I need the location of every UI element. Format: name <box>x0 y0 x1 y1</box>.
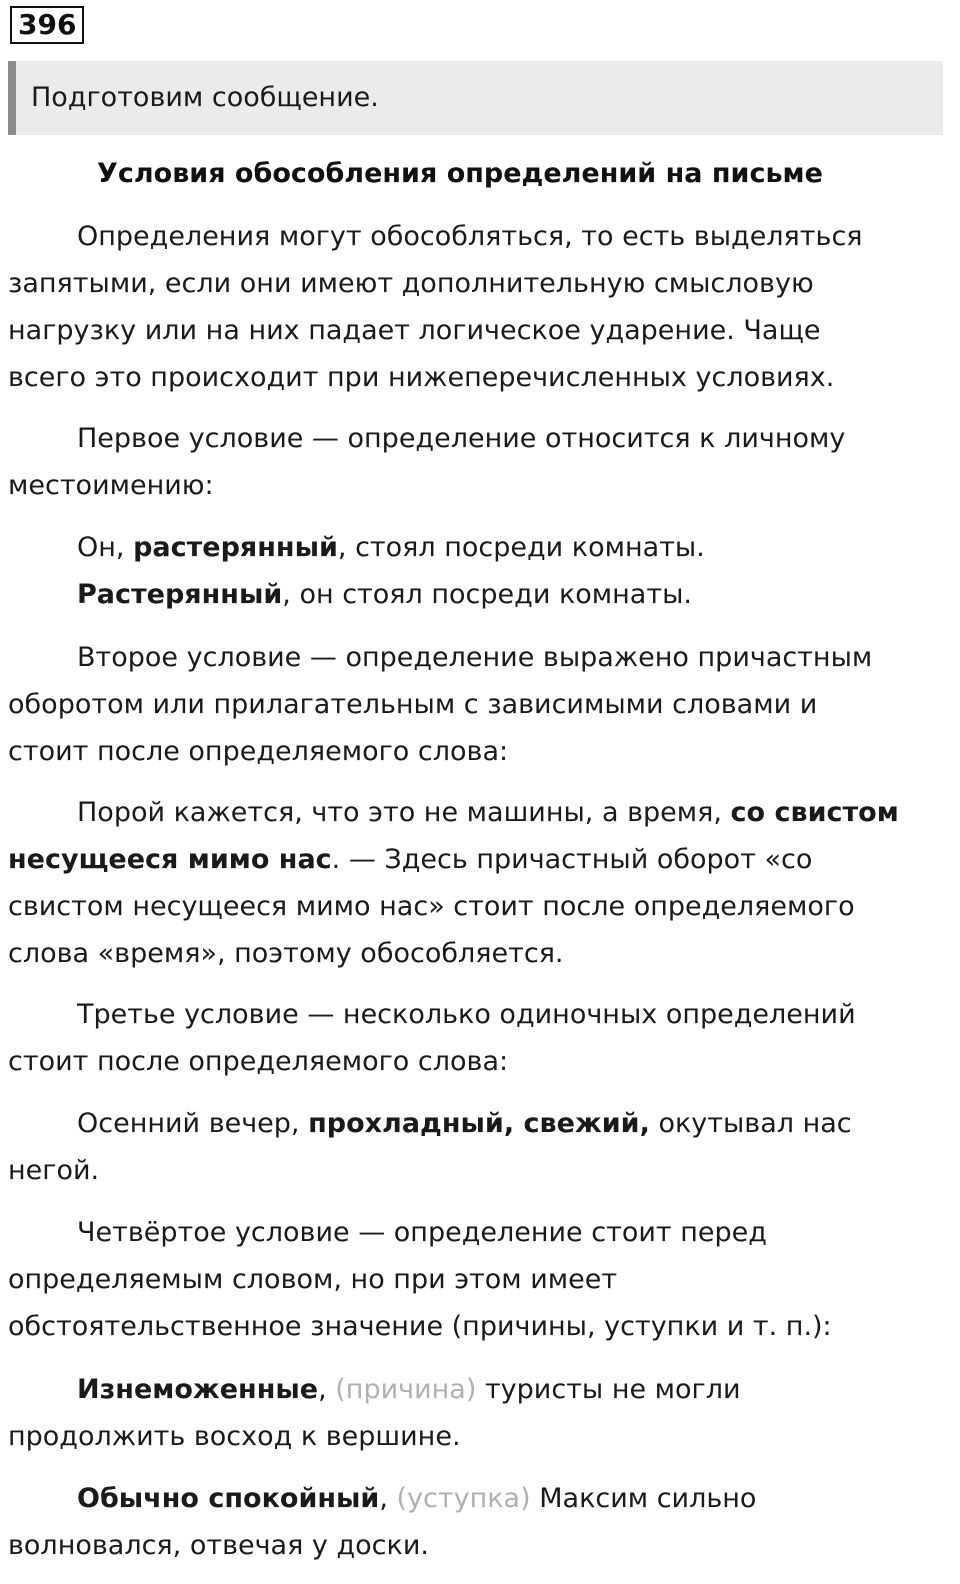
condition-2-line-3: стоит после определяемого слова: <box>8 736 509 767</box>
condition-4-line-2: определяемым словом, но при этом имеет <box>8 1264 618 1295</box>
intro-line-3: нагрузку или на них падает логическое ударение. Чаще <box>8 315 821 346</box>
condition-2-paragraph <box>8 634 943 775</box>
condition-3-paragraph <box>8 991 943 1085</box>
section-heading: Условия обособления определений на письме <box>97 158 823 189</box>
example-4b-post: Максим сильно <box>530 1483 757 1514</box>
example-1a-post: , стоял посреди комнаты. <box>337 532 705 563</box>
example-4b-comma: , <box>379 1483 397 1514</box>
example-4a-note: (причина) <box>335 1374 477 1405</box>
example-4b-line-2: волновался, отвечая у доски. <box>8 1530 429 1561</box>
example-4b-paragraph <box>8 1475 943 1569</box>
condition-4-line-1: Четвёртое условие — определение стоит перед <box>77 1217 767 1248</box>
example-2-line-1-bold: со свистом <box>730 797 899 828</box>
example-4a-post: туристы не могли <box>476 1374 741 1405</box>
condition-2-line-2: оборотом или прилагательным с зависимыми словами и <box>8 689 818 720</box>
example-3-line-2: негой. <box>8 1155 100 1186</box>
example-1a-pre: Он, <box>77 532 134 563</box>
example-4a-line-2: продолжить восход к вершине. <box>8 1421 461 1452</box>
condition-2-line-1: Второе условие — определение выражено причастным <box>77 642 873 673</box>
condition-4-line-3: обстоятельственное значение (причины, уступки и т. п.): <box>8 1311 832 1342</box>
intro-paragraph <box>8 213 943 401</box>
condition-4-paragraph <box>8 1209 943 1350</box>
example-3-line-1-pre: Осенний вечер, <box>77 1108 309 1139</box>
example-2-line-4: слова «время», поэтому обособляется. <box>8 938 564 969</box>
example-2-line-2-bold: несущееся мимо нас <box>8 844 332 875</box>
condition-3-line-2: стоит после определяемого слова: <box>8 1046 509 1077</box>
example-1b-post: , он стоял посреди комнаты. <box>282 579 692 610</box>
intro-line-4: всего это происходит при нижеперечисленных условиях. <box>8 362 835 393</box>
condition-1-line-2: местоимению: <box>8 470 214 501</box>
example-2-line-3: свистом несущееся мимо нас» стоит после определяемого <box>8 891 855 922</box>
condition-1-line-1: Первое условие — определение относится к личному <box>77 423 846 454</box>
example-4b-note: (уступка) <box>396 1483 531 1514</box>
example-1b-bold: Растерянный <box>77 579 283 610</box>
exercise-number: 396 <box>10 6 84 44</box>
condition-3-line-1: Третье условие — несколько одиночных определений <box>77 999 856 1030</box>
example-1a <box>8 524 943 571</box>
example-1a-bold: растерянный <box>133 532 338 563</box>
example-4a-comma: , <box>318 1374 336 1405</box>
example-3-line-1-bold: прохладный, свежий, <box>308 1108 650 1139</box>
intro-line-2: запятыми, если они имеют дополнительную смысловую <box>8 268 814 299</box>
example-2-line-1-pre: Порой кажется, что это не машины, а время, <box>77 797 731 828</box>
example-2-line-2-post: . — Здесь причастный оборот «со <box>331 844 813 875</box>
example-3-paragraph <box>8 1100 943 1194</box>
example-4a-paragraph <box>8 1366 943 1460</box>
example-3-line-1-post: окутывал нас <box>649 1108 852 1139</box>
task-text: Подготовим сообщение. <box>31 82 379 113</box>
condition-1-paragraph <box>8 415 943 509</box>
example-1b <box>8 571 943 618</box>
example-2-paragraph <box>8 789 943 977</box>
intro-line-1: Определения могут обособляться, то есть выделяться <box>77 221 863 252</box>
example-4a-bold: Изнеможенные <box>77 1374 319 1405</box>
task-bar <box>8 61 943 135</box>
example-4b-bold: Обычно спокойный <box>77 1483 380 1514</box>
